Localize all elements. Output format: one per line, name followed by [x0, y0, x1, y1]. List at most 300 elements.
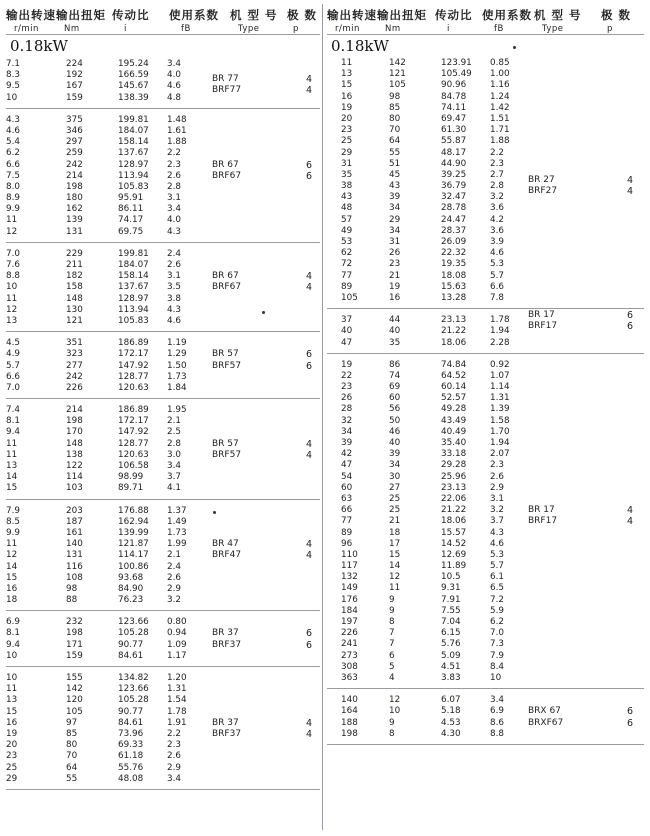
torque-cell: 159 — [66, 650, 83, 661]
pole-count — [306, 539, 312, 561]
ratio-cell: 4.51 — [441, 661, 461, 672]
torque-cell: 34 — [389, 203, 401, 214]
ratio-cell: 147.92 — [118, 360, 149, 371]
service-factor-cell: 1.58 — [490, 415, 510, 426]
service-factor-cell: 1.09 — [167, 639, 187, 650]
table-row — [6, 707, 320, 718]
service-factor-cell: 3.6 — [490, 225, 504, 236]
speed-cell: 132 — [341, 572, 358, 583]
speed-cell: 20 — [6, 740, 18, 751]
torque-cell: 187 — [66, 516, 83, 527]
table-row — [6, 182, 320, 193]
ratio-cell: 128.97 — [118, 159, 149, 170]
torque-cell: 182 — [66, 271, 83, 282]
service-factor-cell: 6.2 — [490, 617, 504, 627]
ratio-cell: 69.33 — [118, 740, 144, 751]
speed-cell: 19 — [341, 359, 353, 370]
ratio-cell: 105.83 — [118, 315, 149, 326]
speed-cell: 9.4 — [6, 639, 20, 650]
torque-cell: 346 — [66, 125, 83, 136]
speed-cell: 38 — [341, 181, 353, 192]
service-factor-cell: 3.2 — [167, 595, 181, 606]
ratio-cell: 5.76 — [441, 639, 461, 650]
speed-cell: 13 — [6, 315, 18, 326]
speed-cell: 16 — [6, 583, 18, 594]
torque-cell: 85 — [66, 728, 78, 739]
torque-cell: 226 — [66, 382, 83, 393]
pole-count — [306, 628, 312, 650]
speed-cell: 54 — [341, 471, 353, 482]
table-row — [327, 393, 644, 404]
speed-cell: 19 — [341, 102, 353, 113]
torque-cell: 9 — [389, 717, 395, 728]
pole-value: 4 — [627, 186, 634, 198]
pole-count — [627, 505, 633, 527]
service-factor-cell: 2.8 — [167, 181, 181, 192]
ratio-cell: 18.08 — [441, 270, 467, 281]
ratio-cell: 3.83 — [441, 672, 461, 683]
ratio-cell: 113.94 — [118, 304, 149, 315]
service-factor-cell: 1.50 — [167, 360, 187, 371]
speed-cell: 15 — [6, 483, 18, 494]
speed-cell: 20 — [341, 113, 353, 124]
torque-cell: 39 — [389, 449, 401, 460]
speed-cell: 23 — [341, 382, 353, 393]
model-name: BRF67 — [212, 170, 242, 181]
ratio-cell: 90.77 — [118, 639, 144, 650]
torque-cell: 159 — [66, 92, 83, 103]
service-factor-cell: 3.5 — [167, 282, 181, 293]
service-factor-cell: 2.3 — [167, 740, 181, 751]
header-title: 传动比 — [112, 8, 150, 22]
model-name: BR 77 — [212, 74, 239, 85]
table-row — [327, 516, 644, 527]
table-row — [6, 651, 320, 662]
ratio-cell: 105.28 — [118, 628, 149, 639]
ratio-cell: 23.13 — [441, 482, 467, 493]
table-row — [6, 215, 320, 226]
service-factor-cell: 1.14 — [490, 382, 510, 393]
table-row — [6, 271, 320, 282]
ratio-cell: 105.49 — [441, 69, 472, 80]
table-row — [327, 271, 644, 282]
ratio-cell: 166.59 — [118, 70, 149, 81]
table-group — [6, 667, 320, 790]
service-factor-cell: 1.42 — [490, 102, 510, 113]
torque-cell: 5 — [389, 661, 395, 672]
speed-cell: 197 — [341, 617, 358, 627]
table-row — [327, 639, 644, 650]
torque-cell: 232 — [66, 617, 83, 628]
ratio-cell: 86.11 — [118, 204, 144, 215]
torque-cell: 12 — [389, 695, 401, 706]
torque-cell: 45 — [389, 169, 401, 180]
ratio-cell: 74.11 — [441, 102, 467, 113]
ratio-cell: 73.96 — [118, 728, 144, 739]
torque-cell: 158 — [66, 282, 83, 293]
torque-cell: 98 — [389, 91, 401, 102]
ratio-cell: 123.66 — [118, 684, 149, 695]
pole-value: 4 — [306, 449, 313, 461]
service-factor-cell: 8.4 — [490, 661, 504, 672]
table-row — [6, 695, 320, 706]
torque-cell: 171 — [66, 639, 83, 650]
torque-cell: 139 — [66, 215, 83, 226]
service-factor-cell: 1.17 — [167, 650, 187, 661]
service-factor-cell: 1.51 — [490, 113, 510, 124]
pole-value: 6 — [306, 628, 313, 640]
ratio-cell: 69.47 — [441, 113, 467, 124]
header-title: 极 数 — [601, 8, 632, 22]
table-row — [6, 774, 320, 785]
service-factor-cell: 1.49 — [167, 516, 187, 527]
service-factor-cell: 1.54 — [167, 695, 187, 706]
ratio-cell: 138.39 — [118, 92, 149, 103]
header-unit: i — [124, 24, 127, 34]
speed-cell: 15 — [341, 80, 353, 91]
service-factor-cell: 2.7 — [490, 169, 504, 180]
speed-cell: 4.9 — [6, 349, 20, 360]
torque-cell: 211 — [66, 260, 83, 270]
header-unit: fB — [181, 24, 191, 34]
speed-cell: 31 — [341, 158, 353, 169]
model-name: BRF57 — [212, 360, 242, 371]
service-factor-cell: 1.16 — [490, 80, 510, 91]
table-row — [327, 125, 644, 136]
table-group — [327, 309, 644, 354]
speed-cell: 72 — [341, 259, 353, 270]
torque-cell: 40 — [389, 438, 401, 448]
table-row — [327, 606, 644, 617]
pole-count — [627, 310, 633, 332]
ratio-cell: 95.91 — [118, 193, 144, 204]
speed-cell: 241 — [341, 639, 358, 650]
table-row — [6, 550, 320, 561]
speed-cell: 13 — [6, 695, 18, 706]
speed-cell: 11 — [6, 215, 18, 226]
model-name: BR 37 — [212, 628, 239, 639]
table-row — [327, 505, 644, 516]
ratio-cell: 22.06 — [441, 493, 467, 504]
table-row — [6, 584, 320, 595]
torque-cell: 162 — [66, 204, 83, 215]
torque-cell: 323 — [66, 349, 83, 360]
model-type — [212, 628, 241, 650]
ratio-cell: 93.68 — [118, 572, 144, 583]
ratio-cell: 18.06 — [441, 516, 467, 527]
header-unit: i — [447, 24, 450, 34]
table-group — [327, 354, 644, 689]
speed-cell: 29 — [6, 773, 18, 784]
table-row — [6, 472, 320, 483]
pole-value: 4 — [306, 550, 313, 562]
speed-cell: 8.1 — [6, 416, 20, 427]
table-row — [327, 203, 644, 214]
speed-cell: 140 — [341, 695, 358, 706]
table-row — [6, 148, 320, 159]
torque-cell: 51 — [389, 158, 401, 169]
speed-cell: 11 — [341, 58, 353, 68]
torque-cell: 8 — [389, 728, 395, 739]
table-row — [6, 59, 320, 70]
torque-cell: 34 — [389, 225, 401, 236]
ratio-cell: 172.17 — [118, 416, 149, 427]
torque-cell: 259 — [66, 148, 83, 159]
torque-cell: 105 — [66, 706, 83, 717]
service-factor-cell: 1.20 — [167, 673, 187, 683]
service-factor-cell: 1.31 — [167, 684, 187, 695]
torque-cell: 97 — [66, 717, 78, 728]
ratio-cell: 21.22 — [441, 326, 467, 337]
torque-cell: 9 — [389, 594, 395, 605]
speed-cell: 18 — [6, 595, 18, 606]
header-title: 机 型 号 — [230, 8, 278, 22]
pole-value: 4 — [627, 175, 634, 186]
torque-cell: 44 — [389, 315, 401, 326]
table-row — [6, 372, 320, 383]
table-row — [327, 595, 644, 606]
torque-cell: 142 — [66, 684, 83, 695]
service-factor-cell: 4.6 — [490, 538, 504, 549]
speed-cell: 7.0 — [6, 248, 20, 259]
model-name: BRF57 — [212, 449, 242, 460]
table-row — [327, 651, 644, 662]
torque-cell: 19 — [389, 281, 401, 292]
speed-cell: 25 — [341, 136, 353, 147]
table-row — [6, 115, 320, 126]
service-factor-cell: 1.84 — [167, 382, 187, 393]
service-factor-cell: 3.2 — [490, 505, 504, 516]
speed-cell: 26 — [341, 393, 353, 404]
column-divider — [322, 4, 323, 830]
header-unit: Type — [238, 24, 260, 34]
service-factor-cell: 1.94 — [490, 326, 510, 337]
torque-cell: 161 — [66, 527, 83, 538]
ratio-cell: 186.89 — [118, 338, 149, 349]
torque-cell: 25 — [389, 493, 401, 504]
ratio-cell: 32.47 — [441, 192, 467, 203]
speed-cell: 15 — [6, 572, 18, 583]
ratio-cell: 90.96 — [441, 80, 467, 91]
ratio-cell: 10.5 — [441, 572, 461, 583]
table-row — [327, 315, 644, 326]
service-factor-cell: 5.7 — [490, 270, 504, 281]
table-row — [6, 305, 320, 316]
torque-cell: 88 — [66, 595, 78, 606]
ratio-cell: 69.75 — [118, 226, 144, 237]
table-row — [327, 550, 644, 561]
ratio-cell: 40.49 — [441, 426, 467, 437]
ratio-cell: 106.58 — [118, 461, 149, 471]
service-factor-cell: 6.6 — [490, 281, 504, 292]
ratio-cell: 105.83 — [118, 181, 149, 192]
table-group — [6, 243, 320, 332]
table-row — [6, 427, 320, 438]
ratio-cell: 128.77 — [118, 438, 149, 449]
speed-cell: 77 — [341, 270, 353, 281]
table-row — [327, 718, 644, 729]
speed-cell: 47 — [341, 460, 353, 471]
service-factor-cell: 1.95 — [167, 405, 187, 416]
ratio-cell: 64.52 — [441, 370, 467, 381]
table-row — [327, 617, 644, 628]
table-row — [6, 673, 320, 684]
service-factor-cell: 2.9 — [490, 482, 504, 493]
table-row — [327, 326, 644, 337]
header-unit: r/min — [335, 24, 360, 34]
speed-cell: 226 — [341, 628, 358, 639]
speed-cell: 10 — [6, 282, 18, 293]
speed-cell: 77 — [341, 516, 353, 527]
header-unit: p — [293, 24, 299, 34]
ratio-cell: 11.89 — [441, 561, 467, 572]
torque-cell: 114 — [66, 472, 83, 483]
table-row — [6, 70, 320, 81]
speed-cell: 62 — [341, 248, 353, 259]
torque-cell: 15 — [389, 549, 401, 560]
ratio-cell: 14.52 — [441, 538, 467, 549]
speed-cell: 15 — [6, 706, 18, 717]
speed-cell: 32 — [341, 415, 353, 426]
ratio-cell: 35.40 — [441, 438, 467, 448]
speed-cell: 6.6 — [6, 371, 20, 382]
speed-cell: 7.9 — [6, 505, 20, 516]
table-row — [327, 114, 644, 125]
pole-count — [306, 271, 312, 293]
ratio-cell: 123.91 — [441, 58, 472, 68]
column-header — [327, 4, 644, 35]
service-factor-cell: 3.4 — [490, 695, 504, 706]
service-factor-cell: 7.2 — [490, 594, 504, 605]
table-row — [327, 583, 644, 594]
pole-count — [306, 74, 312, 96]
header-title: 使用系数 — [482, 8, 532, 22]
model-type — [212, 271, 241, 293]
ratio-cell: 13.28 — [441, 292, 467, 303]
table-row — [6, 227, 320, 238]
model-name: BRF67 — [212, 282, 242, 293]
table-row — [327, 404, 644, 415]
table-row — [327, 80, 644, 91]
table-row — [327, 148, 644, 159]
table-group — [6, 500, 320, 612]
speed-cell: 13 — [341, 69, 353, 80]
torque-cell: 148 — [66, 438, 83, 449]
torque-cell: 56 — [389, 404, 401, 415]
service-factor-cell: 1.19 — [167, 338, 187, 349]
pole-count — [306, 160, 312, 182]
header-unit: p — [607, 24, 613, 34]
service-factor-cell: 2.3 — [167, 159, 181, 170]
ratio-cell: 186.89 — [118, 405, 149, 416]
speed-cell: 49 — [341, 225, 353, 236]
speed-cell: 23 — [6, 751, 18, 762]
speed-cell: 89 — [341, 281, 353, 292]
model-type — [528, 310, 557, 332]
table-row — [327, 494, 644, 505]
service-factor-cell: 3.7 — [167, 472, 181, 483]
service-factor-cell: 2.6 — [167, 572, 181, 583]
table-row — [6, 729, 320, 740]
table-row — [6, 684, 320, 695]
service-factor-cell: 2.6 — [490, 471, 504, 482]
torque-cell: 21 — [389, 270, 401, 281]
service-factor-cell: 0.85 — [490, 58, 510, 68]
service-factor-cell: 1.39 — [490, 404, 510, 415]
table-row — [327, 539, 644, 550]
service-factor-cell: 3.2 — [490, 192, 504, 203]
table-group — [6, 57, 320, 109]
torque-cell: 4 — [389, 672, 395, 683]
scan-speck — [262, 311, 265, 314]
speed-cell: 176 — [341, 594, 358, 605]
model-type — [528, 175, 557, 197]
ratio-cell: 105.28 — [118, 695, 149, 706]
ratio-cell: 21.22 — [441, 505, 467, 516]
speed-cell: 9.9 — [6, 204, 20, 215]
speed-cell: 363 — [341, 672, 358, 683]
ratio-cell: 55.76 — [118, 762, 144, 773]
ratio-cell: 52.57 — [441, 393, 467, 404]
table-row — [327, 483, 644, 494]
speed-cell: 9.5 — [6, 81, 20, 92]
table-row — [327, 159, 644, 170]
torque-cell: 148 — [66, 293, 83, 304]
ratio-cell: 28.37 — [441, 225, 467, 236]
table-row — [327, 215, 644, 226]
ratio-cell: 176.88 — [118, 505, 149, 516]
service-factor-cell: 7.3 — [490, 639, 504, 650]
speed-cell: 89 — [341, 527, 353, 538]
torque-cell: 9 — [389, 605, 395, 616]
service-factor-cell: 1.31 — [490, 393, 510, 404]
ratio-cell: 48.17 — [441, 147, 467, 158]
table-row — [6, 718, 320, 729]
table-row — [6, 517, 320, 528]
table-group — [327, 689, 644, 745]
model-name: BRF17 — [528, 321, 558, 332]
torque-cell: 198 — [66, 628, 83, 639]
ratio-cell: 9.31 — [441, 583, 461, 594]
table-row — [6, 416, 320, 427]
ratio-cell: 7.91 — [441, 594, 461, 605]
table-row — [327, 282, 644, 293]
ratio-cell: 145.67 — [118, 81, 149, 92]
speed-cell: 6.6 — [6, 159, 20, 170]
pole-value: 4 — [306, 728, 313, 740]
ratio-cell: 134.82 — [118, 673, 149, 683]
speed-cell: 43 — [341, 192, 353, 203]
pole-value: 4 — [306, 85, 313, 97]
speed-cell: 184 — [341, 605, 358, 616]
table-row — [6, 562, 320, 573]
header-title: 极 数 — [287, 8, 318, 22]
table-row — [6, 361, 320, 372]
service-factor-cell: 1.91 — [167, 717, 187, 728]
ratio-cell: 61.18 — [118, 751, 144, 762]
service-factor-cell: 0.92 — [490, 359, 510, 370]
ratio-cell: 90.77 — [118, 706, 144, 717]
service-factor-cell: 1.99 — [167, 539, 187, 550]
speed-cell: 28 — [341, 404, 353, 415]
table-row — [327, 662, 644, 673]
service-factor-cell: 1.94 — [490, 438, 510, 448]
speed-cell: 9.4 — [6, 427, 20, 438]
speed-cell: 60 — [341, 482, 353, 493]
speed-cell: 110 — [341, 549, 358, 560]
torque-cell: 25 — [389, 505, 401, 516]
speed-cell: 42 — [341, 449, 353, 460]
